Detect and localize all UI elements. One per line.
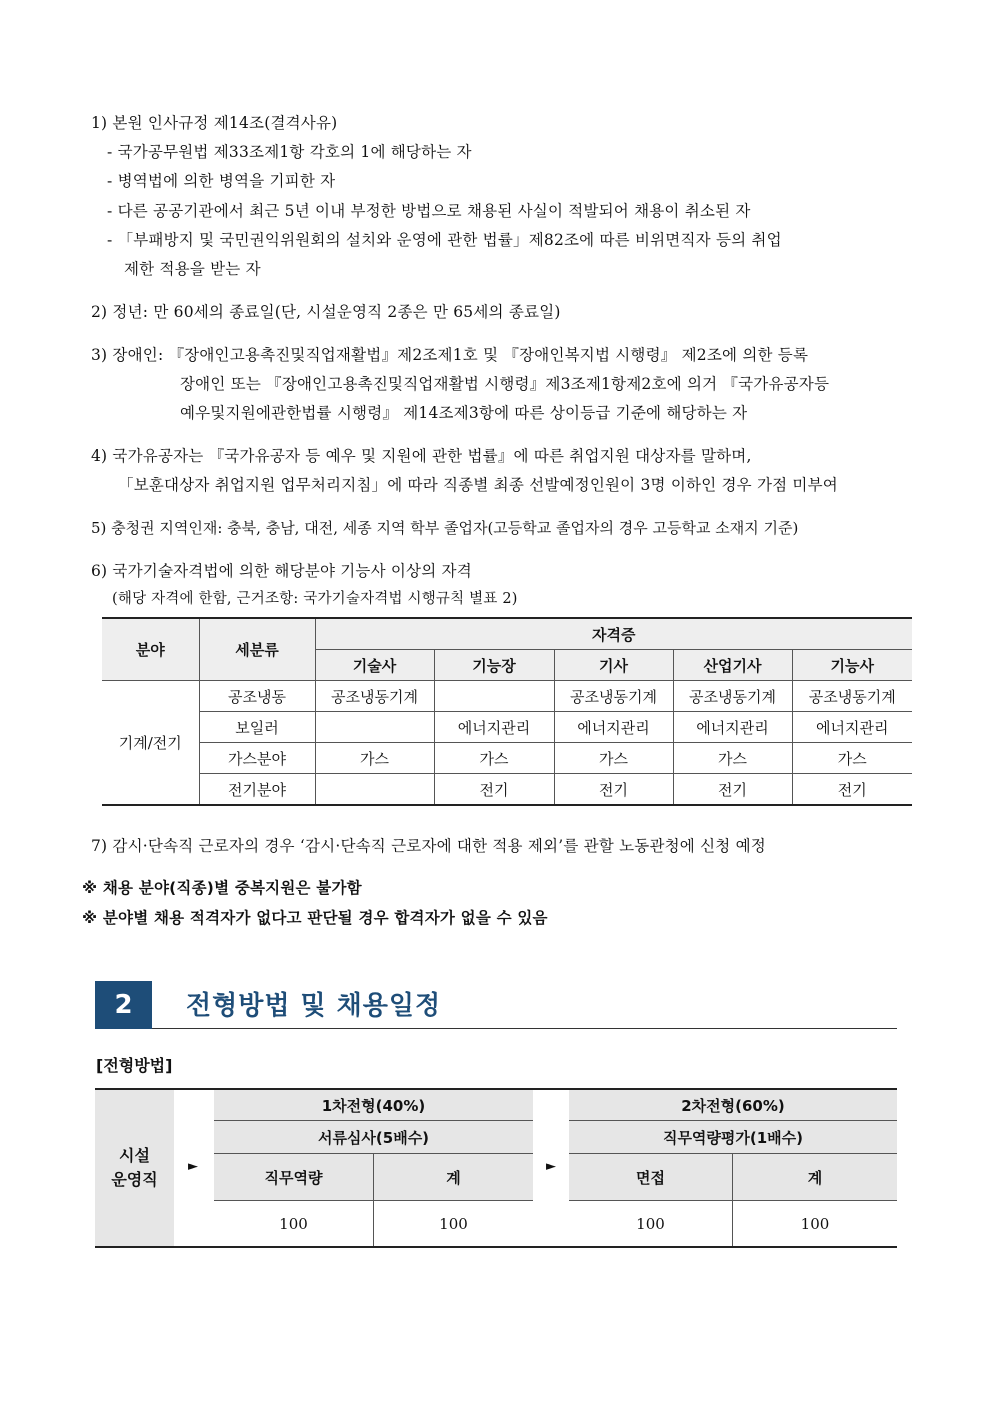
stage1-value: 100: [214, 1201, 374, 1246]
table-row: [102, 743, 912, 774]
cert-cell: 전기: [673, 774, 792, 806]
qualification-table: [102, 617, 912, 806]
header-field: 분야: [102, 618, 199, 681]
cert-cell: 에너지관리: [434, 712, 554, 743]
stage2-col-header: 면접: [569, 1154, 733, 1201]
stage2-title: 2차전형(60%): [569, 1090, 897, 1121]
item-1-bullet: - 병역법에 의한 병역을 기피한 자: [107, 172, 336, 190]
cert-cell: [434, 681, 554, 712]
section-number: 2: [95, 981, 152, 1029]
item-6-title: 6) 국가기술자격법에 의한 해당분야 기능사 이상의 자격: [91, 562, 472, 580]
item-1-bullet: - 「부패방지 및 국민권익위원회의 설치와 운영에 관한 법률」제82조에 따른 비위면직자 등의 취업: [107, 231, 782, 249]
cert-cell: 가스: [315, 743, 434, 774]
item-1-title: 1) 본원 인사규정 제14조(결격사유): [91, 114, 338, 132]
stage2-col-header: 계: [733, 1154, 897, 1201]
field-cell: 기계/전기: [102, 681, 199, 806]
cert-cell: 공조냉동기계: [315, 681, 434, 712]
cert-cell: 에너지관리: [792, 712, 912, 743]
item-6-subtitle: (해당 자격에 한함, 근거조항: 국가기술자격법 시행규칙 별표 2): [112, 591, 518, 607]
item-1-bullet: - 다른 공공기관에서 최근 5년 이내 부정한 방법으로 채용된 사실이 적발되어 채용이 취소된 자: [107, 202, 751, 220]
header-level: 기술사: [315, 650, 434, 681]
stage1-subtitle: 서류심사(5배수): [214, 1121, 533, 1154]
arrow-right-icon: ►: [188, 1159, 198, 1174]
subcategory-cell: 전기분야: [199, 774, 315, 806]
job-category-cell: 시설 운영직: [95, 1090, 174, 1246]
cert-cell: [315, 774, 434, 806]
header-certificate: 자격증: [315, 618, 912, 650]
cert-cell: 가스: [434, 743, 554, 774]
note-line: ※ 채용 분야(직종)별 중복지원은 불가함: [82, 879, 362, 897]
cert-cell: [315, 712, 434, 743]
stage2-value: 100: [800, 1214, 830, 1233]
stage1-col-header: 계: [374, 1154, 533, 1201]
header-level: 산업기사: [673, 650, 792, 681]
cert-cell: 공조냉동기계: [554, 681, 673, 712]
cert-cell: 전기: [434, 774, 554, 806]
table-row: [102, 774, 912, 806]
stage2-subtitle: 직무역량평가(1배수): [569, 1121, 897, 1154]
cert-cell: 에너지관리: [554, 712, 673, 743]
table-row: [102, 681, 912, 712]
section-title: 전형방법 및 채용일정: [186, 991, 442, 1021]
subcategory-cell: 보일러: [199, 712, 315, 743]
item-1-bullet-continued: 제한 적용을 받는 자: [124, 260, 261, 278]
cert-cell: 공조냉동기계: [673, 681, 792, 712]
process-bottom-rule: [95, 1246, 897, 1248]
section-divider: [152, 1028, 897, 1029]
cert-cell: 가스: [554, 743, 673, 774]
stage1-col-header: 직무역량: [214, 1154, 374, 1201]
item-4-line: 「보훈대상자 취업지원 업무처리지침」에 따라 직종별 최종 선발예정인원이 3명 이하인 경우 가점 미부여: [118, 476, 838, 494]
cert-cell: 전기: [792, 774, 912, 806]
process-subtitle: [전형방법]: [96, 1056, 173, 1075]
header-level: 기능장: [434, 650, 554, 681]
note-line: ※ 분야별 채용 적격자가 없다고 판단될 경우 합격자가 없을 수 있음: [82, 909, 548, 927]
item-5: 5) 충청권 지역인재: 충북, 충남, 대전, 세종 지역 학부 졸업자(고등학교 졸업자의 경우 고등학교 소재지 기준): [91, 519, 799, 537]
item-3-line: 3) 장애인: 『장애인고용촉진및직업재활법』제2조제1호 및 『장애인복지법 시행령』 제2조에 의한 등록: [91, 346, 809, 364]
item-4-line: 4) 국가유공자는 『국가유공자 등 예우 및 지원에 관한 법률』에 따른 취업지원 대상자를 말하며,: [91, 447, 752, 465]
subcategory-cell: 공조냉동: [199, 681, 315, 712]
cert-cell: 에너지관리: [673, 712, 792, 743]
cert-cell: 가스: [792, 743, 912, 774]
subcategory-cell: 가스분야: [199, 743, 315, 774]
cert-cell: 가스: [673, 743, 792, 774]
header-level: 기사: [554, 650, 673, 681]
header-level: 기능사: [792, 650, 912, 681]
item-2: 2) 정년: 만 60세의 종료일(단, 시설운영직 2종은 만 65세의 종료일): [91, 303, 561, 321]
item-7: 7) 감시·단속직 근로자의 경우 ‘감시·단속직 근로자에 대한 적용 제외’를 관할 노동관청에 신청 예정: [91, 837, 766, 855]
item-3-line: 예우및지원에관한법률 시행령』 제14조제3항에 따른 상이등급 기준에 해당하는 자: [180, 404, 748, 422]
stage1-title: 1차전형(40%): [214, 1090, 533, 1121]
cert-cell: 전기: [554, 774, 673, 806]
table-row: [102, 712, 912, 743]
cert-cell: 공조냉동기계: [792, 681, 912, 712]
header-subcategory: 세분류: [199, 618, 315, 681]
item-3-line: 장애인 또는 『장애인고용촉진및직업재활법 시행령』제3조제1항제2호에 의거 『국가유공자등: [180, 375, 830, 393]
arrow-right-icon: ►: [546, 1159, 556, 1174]
stage1-value: 100: [439, 1214, 468, 1233]
stage2-value: 100: [569, 1201, 733, 1246]
item-1-bullet: - 국가공무원법 제33조제1항 각호의 1에 해당하는 자: [107, 143, 472, 161]
